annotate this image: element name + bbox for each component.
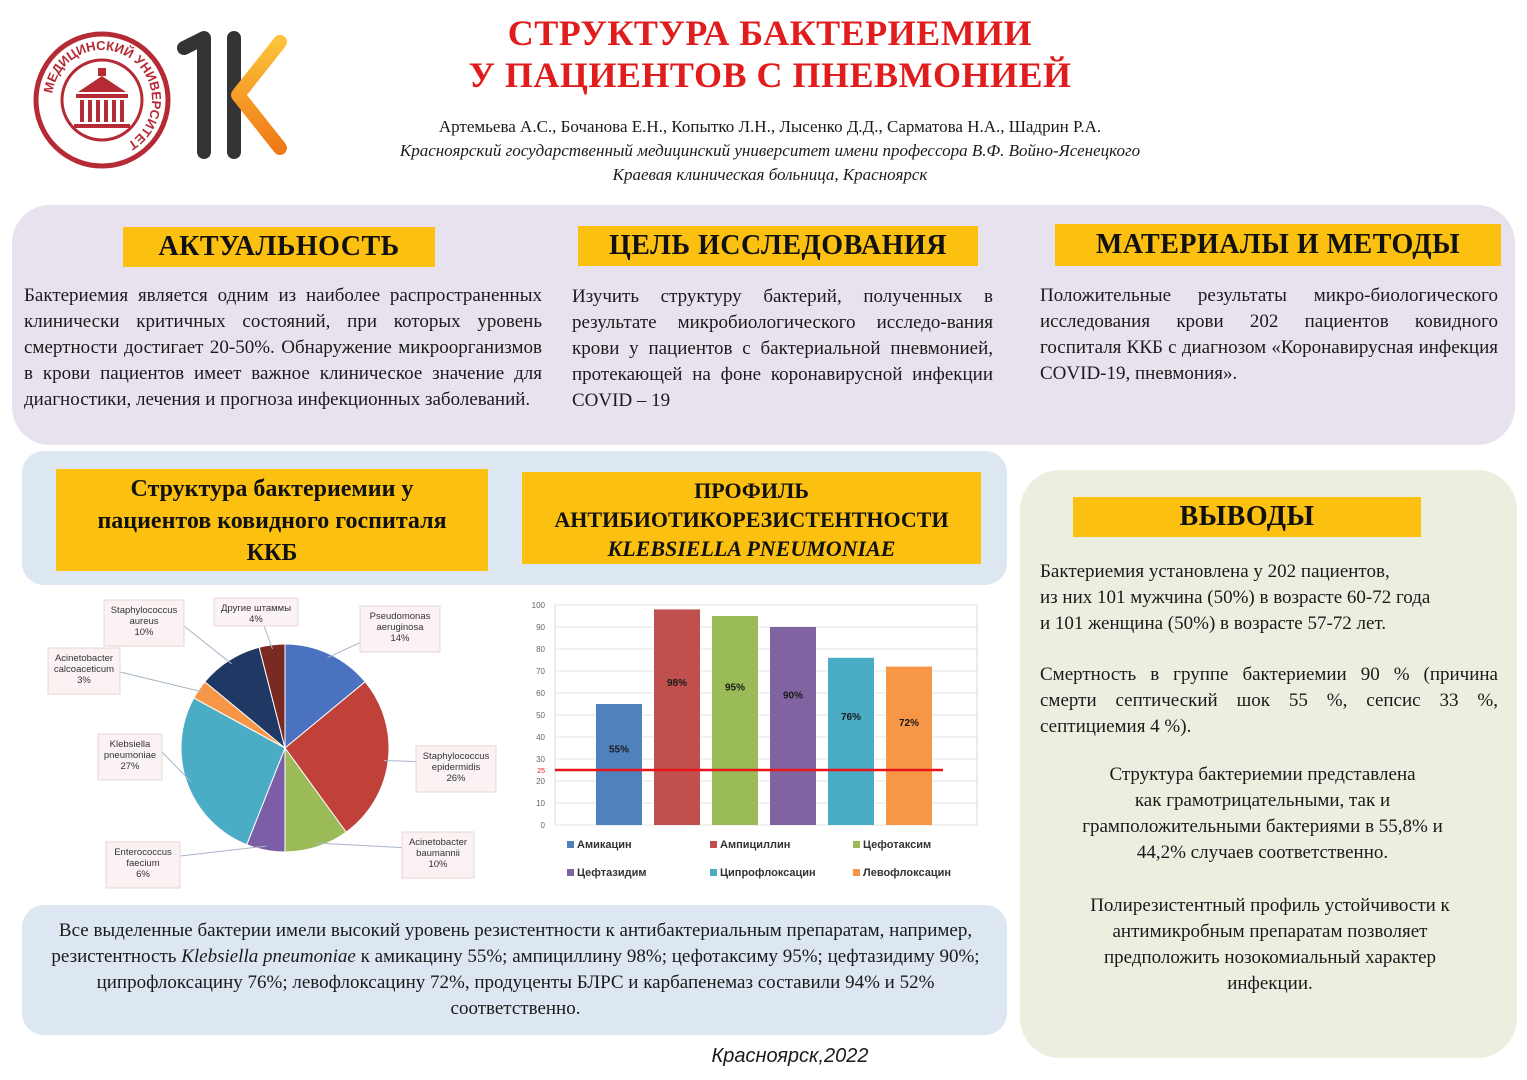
legend-label: Ципрофлоксацин [720,867,816,879]
authors: Артемьева А.С., Бочанова Е.Н., Копытко Л.Н., Лысенко Д.Д., Сарматова Н.А., Шадрин Р.А. [438,117,1102,136]
pie-label-text: 4% [249,614,263,625]
pie-label-text: baumannii [416,848,460,859]
pie-label-text: Klebsiella [109,739,151,750]
legend-swatch [710,841,717,848]
legend-swatch [853,841,860,848]
bar-value-label: 76% [840,711,862,723]
bar-y-tick-label: 70 [536,667,545,676]
pie-label-text: Pseudomonas [369,611,431,622]
building-icon [74,68,130,128]
structure-heading-line1: Структура бактериемии у [130,476,414,502]
title-line-1: СТРУКТУРА БАКТЕРИЕМИИ [507,13,1033,53]
conclusion-3-line3: грамположительными бактериями в 55,8% и [1082,816,1443,837]
pie-label-text: 26% [446,773,466,784]
conclusion-4-line3: предположить нозокомиальный характер [1103,947,1437,968]
resistance-bar-chart [525,590,985,895]
pie-label-text: 10% [134,627,154,638]
legend-label: Амикацин [577,839,632,851]
pie-leader-line [316,843,410,848]
pie-label-text: 27% [120,761,140,772]
legend-label: Ампициллин [720,839,791,851]
conclusion-1-line2: из них 101 мужчина (50%) в возрасте 60-72 года [1040,587,1431,608]
legend-label: Левофлоксацин [863,867,951,879]
methods-text: Положительные результаты микро-биологического исследования крови 202 пациентов ковидного госпиталя ККБ с диагнозом «Коронавирусная инфекция COVID-19, пневмония». [1040,285,1498,384]
profile-heading-line2: АНТИБИОТИКОРЕЗИСТЕНТНОСТИ [554,507,949,532]
pie-label-text: Acinetobacter [54,653,114,664]
logo-text: МЕДИЦИНСКИЙ УНИВЕРСИТЕТ [40,37,165,154]
conclusion-4-line2: антимикробным препаратам позволяет [1112,921,1428,942]
legend-swatch [567,869,574,876]
university-logo [32,30,172,170]
relevance-heading: АКТУАЛЬНОСТЬ [123,227,435,267]
conclusion-4-line1: Полирезистентный профиль устойчивости к [1090,895,1450,916]
k1-logo [176,30,296,160]
poster-title [330,12,1210,96]
aim-text: Изучить структуру бактерий, полученных в результате микробиологического исследо-вания крови у пациентов с бактериальной пневмонией, протекающей на фоне коронавирусной инфекции COVID – 19 [572,286,993,411]
legend-swatch [710,869,717,876]
aim-heading: ЦЕЛЬ ИССЛЕДОВАНИЯ [578,226,978,266]
legend-label: Цефотаксим [863,839,932,851]
conclusion-4-line4: инфекции. [1227,973,1313,994]
bar-y-tick-label: 25 [537,768,545,775]
structure-heading-line3: ККБ [246,540,298,566]
pie-label-text: calcoaceticum [53,664,115,675]
bar-y-tick-label: 100 [531,601,545,610]
pie-label-text: epidermidis [431,762,481,773]
pie-label-text: Acinetobacter [408,837,468,848]
conclusion-4 [1030,893,1510,997]
conclusion-3-line2: как грамотрицательными, так и [1134,790,1391,811]
summary-organism: Klebsiella pneumoniae [181,946,356,967]
profile-heading [522,472,981,564]
bar-y-tick-label: 50 [536,711,545,720]
bar [828,658,874,825]
footer-city-year: Красноярск,2022 [711,1045,869,1067]
affiliation-hospital: Краевая клиническая больница, Красноярск [612,165,928,184]
structure-heading-line2: пациентов ковидного госпиталя [97,508,447,534]
profile-heading-line1: ПРОФИЛЬ [694,478,809,503]
bar-y-tick-label: 0 [540,821,545,830]
conclusion-1-line1: Бактериемия установлена у 202 пациентов, [1040,561,1390,582]
bar-y-tick-label: 30 [536,755,545,764]
legend-swatch [853,869,860,876]
summary-text [38,918,993,1022]
affiliation-university: Красноярский государственный медицинский университет имени профессора В.Ф. Войно-Ясенецкого [399,141,1141,160]
structure-heading [56,469,488,571]
pie-label-text: faecium [126,858,160,869]
bar-y-tick-label: 80 [536,645,545,654]
legend-label: Цефтазидим [577,867,647,879]
bar [712,616,758,825]
bar-value-label: 98% [666,678,688,690]
bar-y-tick-label: 90 [536,623,545,632]
bar-y-tick-label: 20 [536,777,545,786]
bar-value-label: 55% [608,744,630,756]
relevance-text: Бактериемия является одним из наиболее распространенных клинически критичных состояний, при которых уровень смертности достигает 20-50%. Обнаружение микроорганизмов в крови пациентов имеет важное клиническое значение для диагностики, лечения и прогноза инфекционных заболеваний. [24,285,542,410]
conclusion-3 [1030,762,1495,866]
pie-label-text: 3% [77,675,91,686]
bar [770,627,816,825]
pie-label-text: 14% [390,633,410,644]
pie-leader-line [120,672,202,692]
pie-label-text: aureus [129,616,159,627]
pie-label-text: aeruginosa [376,622,424,633]
summary-text-part2: к амикацину 55%; ампициллину 98%; цефотаксиму 95%; цефтазидиму 90%; ципрофлоксацину 76%; левофлоксацину 72%, продуценты БЛРС и карбапенемаз составили 94% и 52% соответственно. [96,946,980,1019]
pie-label-text: 6% [136,869,150,880]
bar-value-label: 95% [724,682,746,694]
pie-label-text: 10% [428,859,448,870]
pie-label-text: Enterococcus [114,847,172,858]
pie-leader-line [184,626,232,664]
bar-value-label: 72% [898,718,920,730]
bacteria-pie-chart [40,592,510,892]
conclusion-3-line1: Структура бактериемии представлена [1109,764,1416,785]
profile-heading-line3: KLEBSIELLA PNEUMONIAE [607,536,896,561]
bar [654,609,700,825]
conclusion-3-line4: 44,2% случаев соответственно. [1136,842,1389,863]
pie-leader-line [180,846,266,856]
conclusion-1 [1040,559,1510,637]
conclusions-heading: ВЫВОДЫ [1073,497,1421,537]
title-line-2: У ПАЦИЕНТОВ С ПНЕВМОНИЕЙ [468,55,1072,95]
pie-label-text: Другие штаммы [220,603,292,614]
bar-y-tick-label: 10 [536,799,545,808]
pie-label-text: Staphylococcus [110,605,178,616]
bar-value-label: 90% [782,690,804,702]
bar-y-tick-label: 60 [536,689,545,698]
legend-swatch [567,841,574,848]
bar [886,667,932,825]
pie-label-text: pneumoniae [103,750,157,761]
summary-text-part1: Все выделенные бактерии имели высокий уровень резистентности к антибактериальным препаратам, например, резистентность [51,920,973,967]
conclusion-1-line3: и 101 женщина (50%) в возрасте 57-72 лет. [1040,613,1387,634]
bar [596,704,642,825]
methods-heading: МАТЕРИАЛЫ И МЕТОДЫ [1055,224,1501,266]
conclusion-2: Смертность в группе бактериемии 90 % (причина смерти септический шок 55 %, сепсис 33 %, септициемия 4 %). [1040,664,1498,737]
bar-y-tick-label: 40 [536,733,545,742]
pie-label-text: Staphylococcus [422,751,490,762]
